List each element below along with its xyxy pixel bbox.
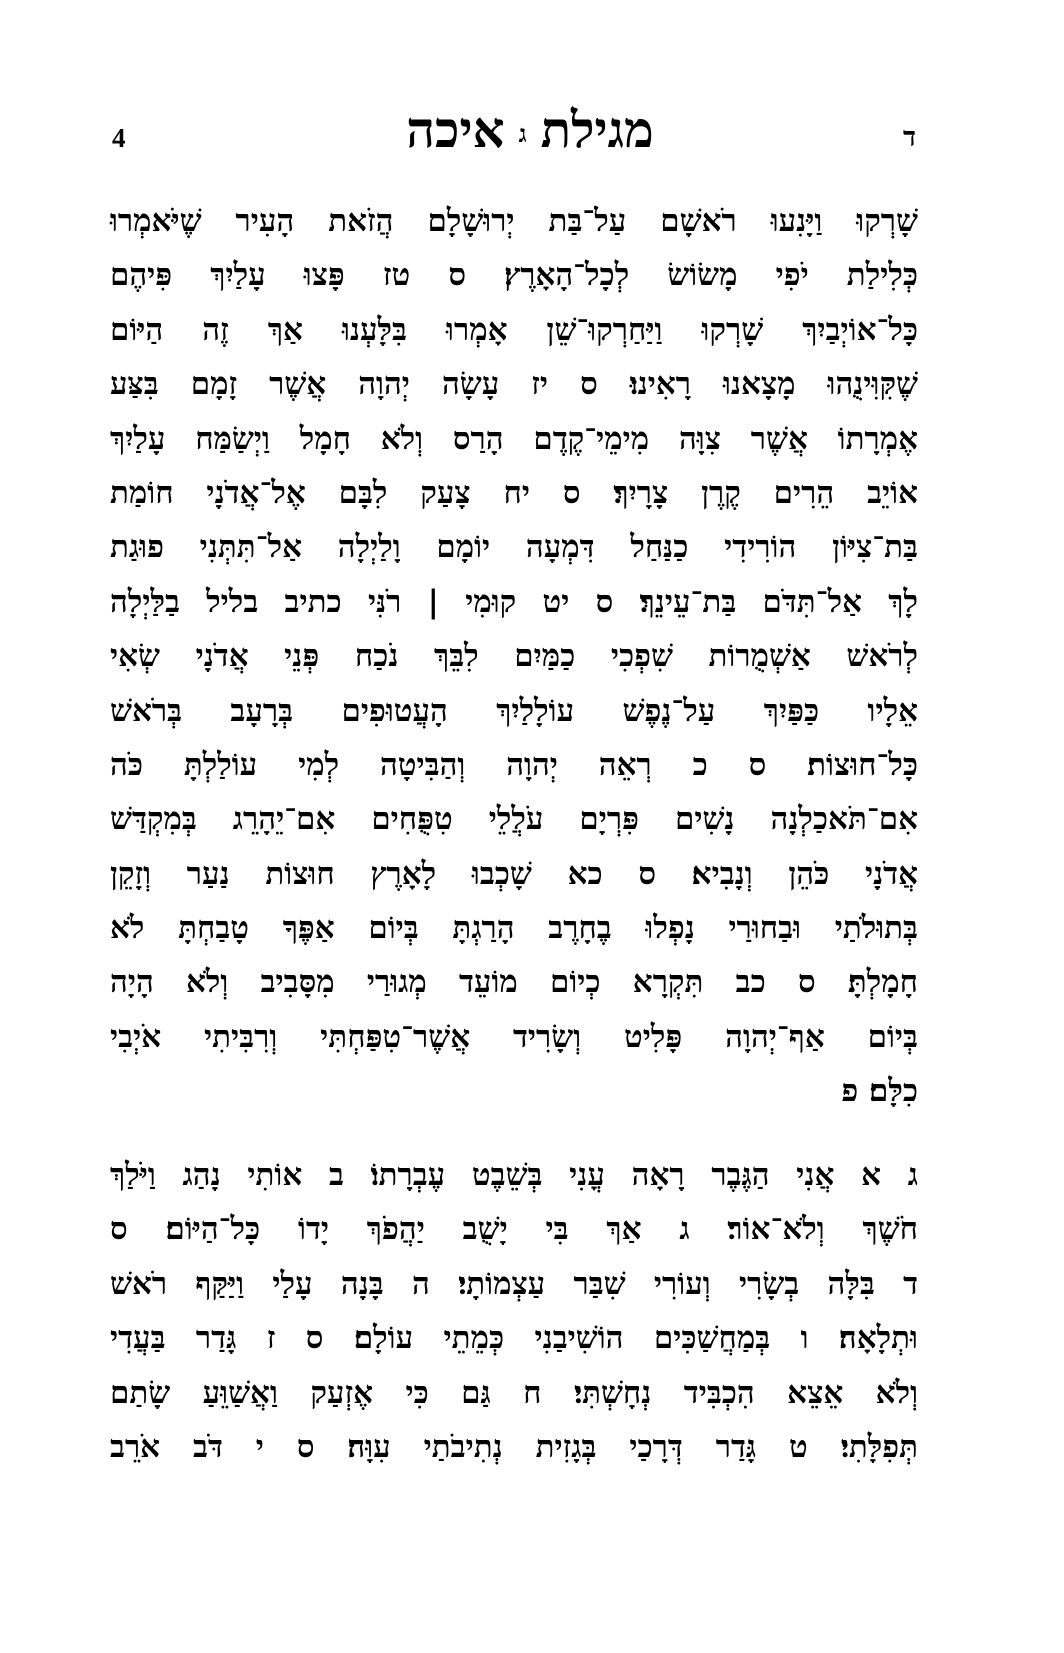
text-line: כָּל־חוּצוֹת׃ ס כ רְאֵה יְהוָה וְהַבִּיטָה לְמִי עוֹלַלְתָּ כֹּה bbox=[110, 746, 918, 783]
text-line: וְלֹא אֵצֵא הִכְבִּיד נְחָשְׁתִּי׃ ח גַּם כִּי אֶזְעַק וַאֲשַׁוֵּעַ שָׂתַם bbox=[110, 1374, 918, 1411]
text-line: ד בִּלָּה בְשָׂרִי וְעוֹרִי שִׁבַּר עַצְמוֹתָי׃ ה בָּנָה עָלַי וַיַּקַּף רֹאשׁ bbox=[110, 1265, 918, 1302]
text-line: אֲדֹנָי כֹּהֵן וְנָבִיא׃ ס כא שָׁכְבוּ לָאָרֶץ חוּצוֹת נַעַר וְזָקֵן bbox=[110, 855, 918, 892]
text-line: שָׁרְקוּ וַיָּנִעוּ רֹאשָׁם עַל־בַּת יְרוּשָׁלָם הֲזֹאת הָעִיר שֶׁיֹּאמְרוּ bbox=[110, 203, 918, 239]
text-line: בְּתוּלֹתַי וּבַחוּרַי נָפְלוּ בֶחָרֶב הָרַגְתָּ בְּיוֹם אַפֶּךָ טָבַחְתָּ לֹא bbox=[110, 910, 918, 947]
chapter-3-text bbox=[110, 1148, 918, 1474]
text-line: שֶׁקִּוִּינֻהוּ מָצָאנוּ רָאִינוּ׃ ס יז עָשָׂה יְהוָה אֲשֶׁר זָמָם בִּצַּע bbox=[110, 366, 918, 403]
text-line: וּתְלָאָה׃ ו בְּמַחֲשַׁכִּים הוֹשִׁיבַנִי כְּמֵתֵי עוֹלָם׃ ס ז גָּדַר בַּעֲדִי bbox=[110, 1320, 918, 1357]
text-line: כְּלִילַת יֹפִי מָשׂוֹשׂ לְכָל־הָאָרֶץ׃ ס טז פָּצוּ עָלַיִךְ פִּיהֶם bbox=[110, 257, 918, 294]
hebrew-page-letter: ד bbox=[903, 122, 916, 153]
text-line: אֶמְרָתוֹ אֲשֶׁר צִוָּה מִימֵי־קֶדֶם הָרַס וְלֹא חָמָל וַיְשַׂמַּח עָלַיִךְ bbox=[110, 420, 918, 457]
text-line: כָּל־אוֹיְבַיִךְ שָׁרְקוּ וַיַּחַרְקוּ־שֵׁן אָמְרוּ בִּלָּעְנוּ אַךְ זֶה הַיּוֹם bbox=[110, 311, 918, 348]
text-line: אִם־תֹּאכַלְנָה נָשִׁים פִּרְיָם עֹלֲלֵי טִפֻּחִים אִם־יֵהָרֵג בְּמִקְדַּשׁ bbox=[110, 801, 918, 838]
chapter-letter: ג bbox=[518, 119, 527, 148]
chapter-2-text bbox=[110, 194, 918, 1119]
title-word-megillat: מגילת bbox=[540, 100, 654, 159]
text-line: חָמָלְתָּ׃ ס כב תִּקְרָא כְיוֹם מוֹעֵד מְגוּרַי מִסָּבִיב וְלֹא הָיָה bbox=[110, 964, 918, 1001]
text-line: אֵלָיו כַּפַּיִךְ עַל־נֶפֶשׁ עוֹלָלַיִךְ הָעֲטוּפִים בְּרָעָב בְּרֹאשׁ bbox=[110, 692, 918, 729]
text-line: אוֹיֵב הֵרִים קֶרֶן צָרָיִךְ׃ ס יח צָעַק לִבָּם אֶל־אֲדֹנָי חוֹמַת bbox=[110, 474, 918, 511]
title-word-eicha: איכה bbox=[406, 100, 505, 159]
page-title bbox=[330, 100, 730, 164]
text-line: לָךְ אַל־תִּדֹּם בַּת־עֵינֵךְ׃ ס יט קוּמִי | רֹנִּי כתיב בליל בַלַּיְלָה bbox=[110, 583, 918, 620]
text-line: בְּיוֹם אַף־יְהוָה פָּלִיט וְשָׂרִיד אֲשֶׁר־טִפַּחְתִּי וְרִבִּיתִי אֹיְבִי bbox=[110, 1018, 918, 1055]
text-line: לְרֹאשׁ אַשְׁמֻרוֹת שִׁפְכִי כַמַּיִם לִבֵּךְ נֹכַח פְּנֵי אֲדֹנָי שְׂאִי bbox=[110, 638, 918, 675]
page-header bbox=[0, 0, 1064, 190]
text-line: תְּפִלָּתִי׃ ט גָּדַר דְּרָכַי בְּגָזִית נְתִיבֹתַי עִוָּה׃ ס י דֹּב אֹרֵב bbox=[110, 1428, 918, 1465]
text-line: חֹשֶׁךְ וְלֹא־אוֹר׃ ג אַךְ בִּי יָשֻׁב יַהֲפֹךְ יָדוֹ כָּל־הַיּוֹם׃ ס bbox=[110, 1211, 918, 1248]
page-number: 4 bbox=[112, 123, 126, 153]
text-line: ג א אֲנִי הַגֶּבֶר רָאָה עֳנִי בְּשֵׁבֶט עֶבְרָתוֹ׃ ב אוֹתִי נָהַג וַיֹּלַךְ bbox=[110, 1157, 918, 1193]
text-line-closing: כִלָּם׃ פ bbox=[841, 1073, 918, 1110]
text-line: בַּת־צִיּוֹן הוֹרִידִי כַנַּחַל דִּמְעָה יוֹמָם וָלַיְלָה אַל־תִּתְּנִי פוּגַת bbox=[110, 529, 918, 566]
